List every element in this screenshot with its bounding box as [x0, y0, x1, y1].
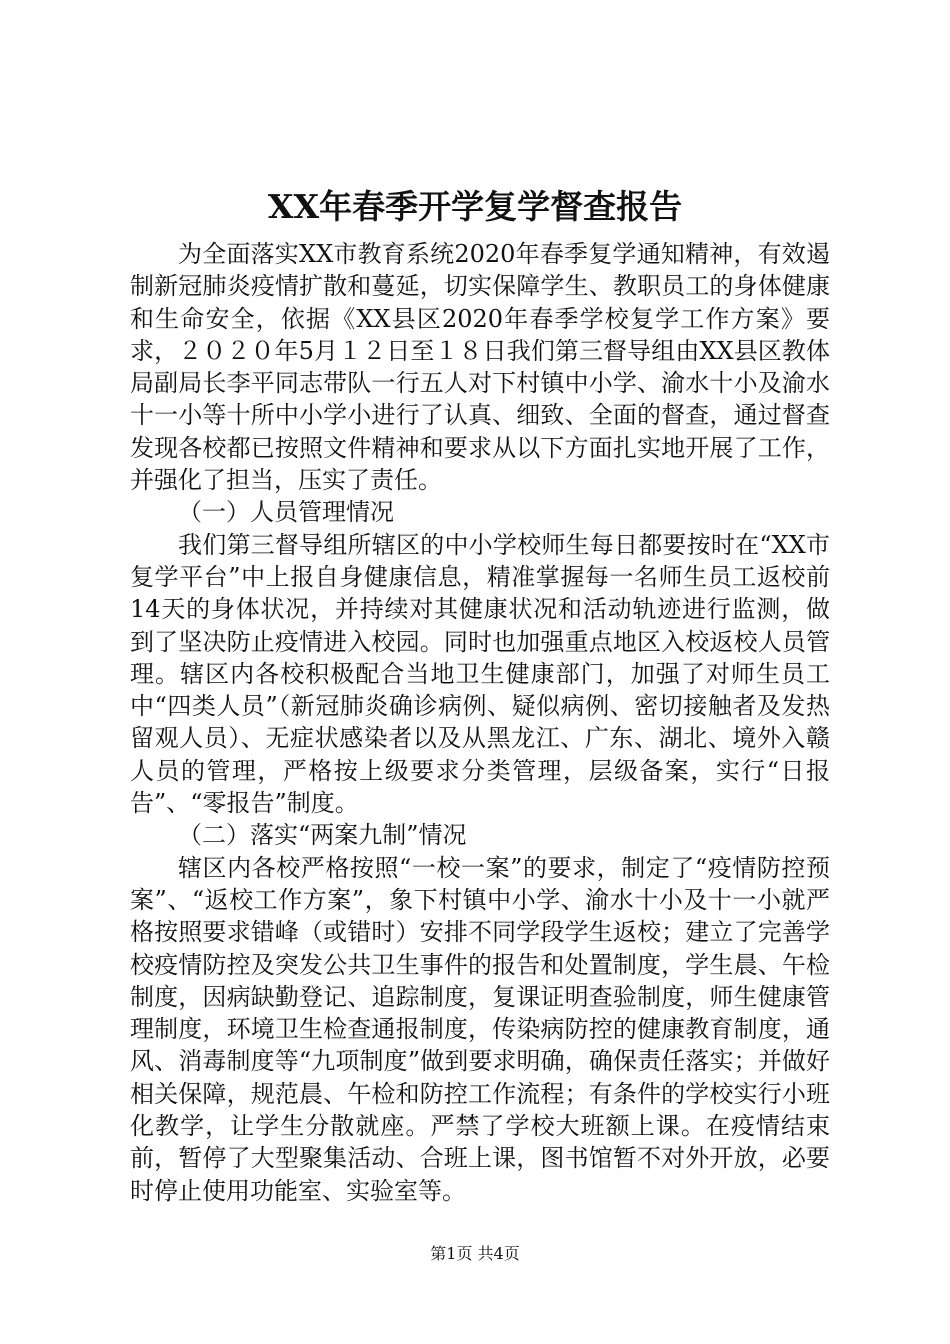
document-title: XX年春季开学复学督查报告	[267, 187, 683, 226]
personnel-paragraph: 我们第三督导组所辖区的中小学校师生每日都要按时在“XX市复学平台”中上报自身健康信息，精准掌握每一名师生员工返校前14天的身体状况，并持续对其健康状况和活动轨迹进行监测，做到了坚决防止疫情进入校园。同时也加强重点地区入校返校人员管理。辖区内各校积极配合当地卫生健康部门，加强了对师生员工中“四类人员”（新冠肺炎确诊病例、疑似病例、密切接触者及发热留观人员）、无症状感染者以及从黑龙江、广东、湖北、境外入赣人员的管理，严格按上级要求分类管理，层级备案，实行“日报告”、“零报告”制度。	[130, 530, 830, 818]
document-body	[130, 238, 830, 1207]
intro-paragraph: 为全面落实XX市教育系统2020年春季复学通知精神，有效遏制新冠肺炎疫情扩散和蔓延，切实保障学生、教职员工的身体健康和生命安全，依据《XX县区2020年春季学校复学工作方案》要求，２０２０年5月１２日至１８日我们第三督导组由XX县区教体局副局长李平同志带队一行五人对下村镇中小学、渝水十小及渝水十一小等十所中小学小进行了认真、细致、全面的督查，通过督查发现各校都已按照文件精神和要求从以下方面扎实地开展了工作，并强化了担当，压实了责任。	[130, 240, 830, 495]
plans-paragraph: 辖区内各校严格按照“一校一案”的要求，制定了“疫情防控预案”、“返校工作方案”，象下村镇中小学、渝水十小及十一小就严格按照要求错峰（或错时）安排不同学段学生返校；建立了完善学校疫情防控及突发公共卫生事件的报告和处置制度，学生晨、午检制度，因病缺勤登记、追踪制度，复课证明查验制度，师生健康管理制度，环境卫生检查通报制度，传染病防控的健康教育制度，通风、消毒制度等“九项制度”做到要求明确，确保责任落实；并做好相关保障，规范晨、午检和防控工作流程；有条件的学校实行小班化教学，让学生分散就座。严禁了学校大班额上课。在疫情结束前，暂停了大型聚集活动、合班上课，图书馆暂不对外开放，必要时停止使用功能室、实验室等。	[130, 853, 830, 1205]
page-footer: 第1页 共4页	[430, 1244, 520, 1263]
section-heading-personnel: （一）人员管理情况	[178, 498, 394, 527]
section-heading-plans: （二）落实“两案九制”情况	[178, 821, 467, 850]
